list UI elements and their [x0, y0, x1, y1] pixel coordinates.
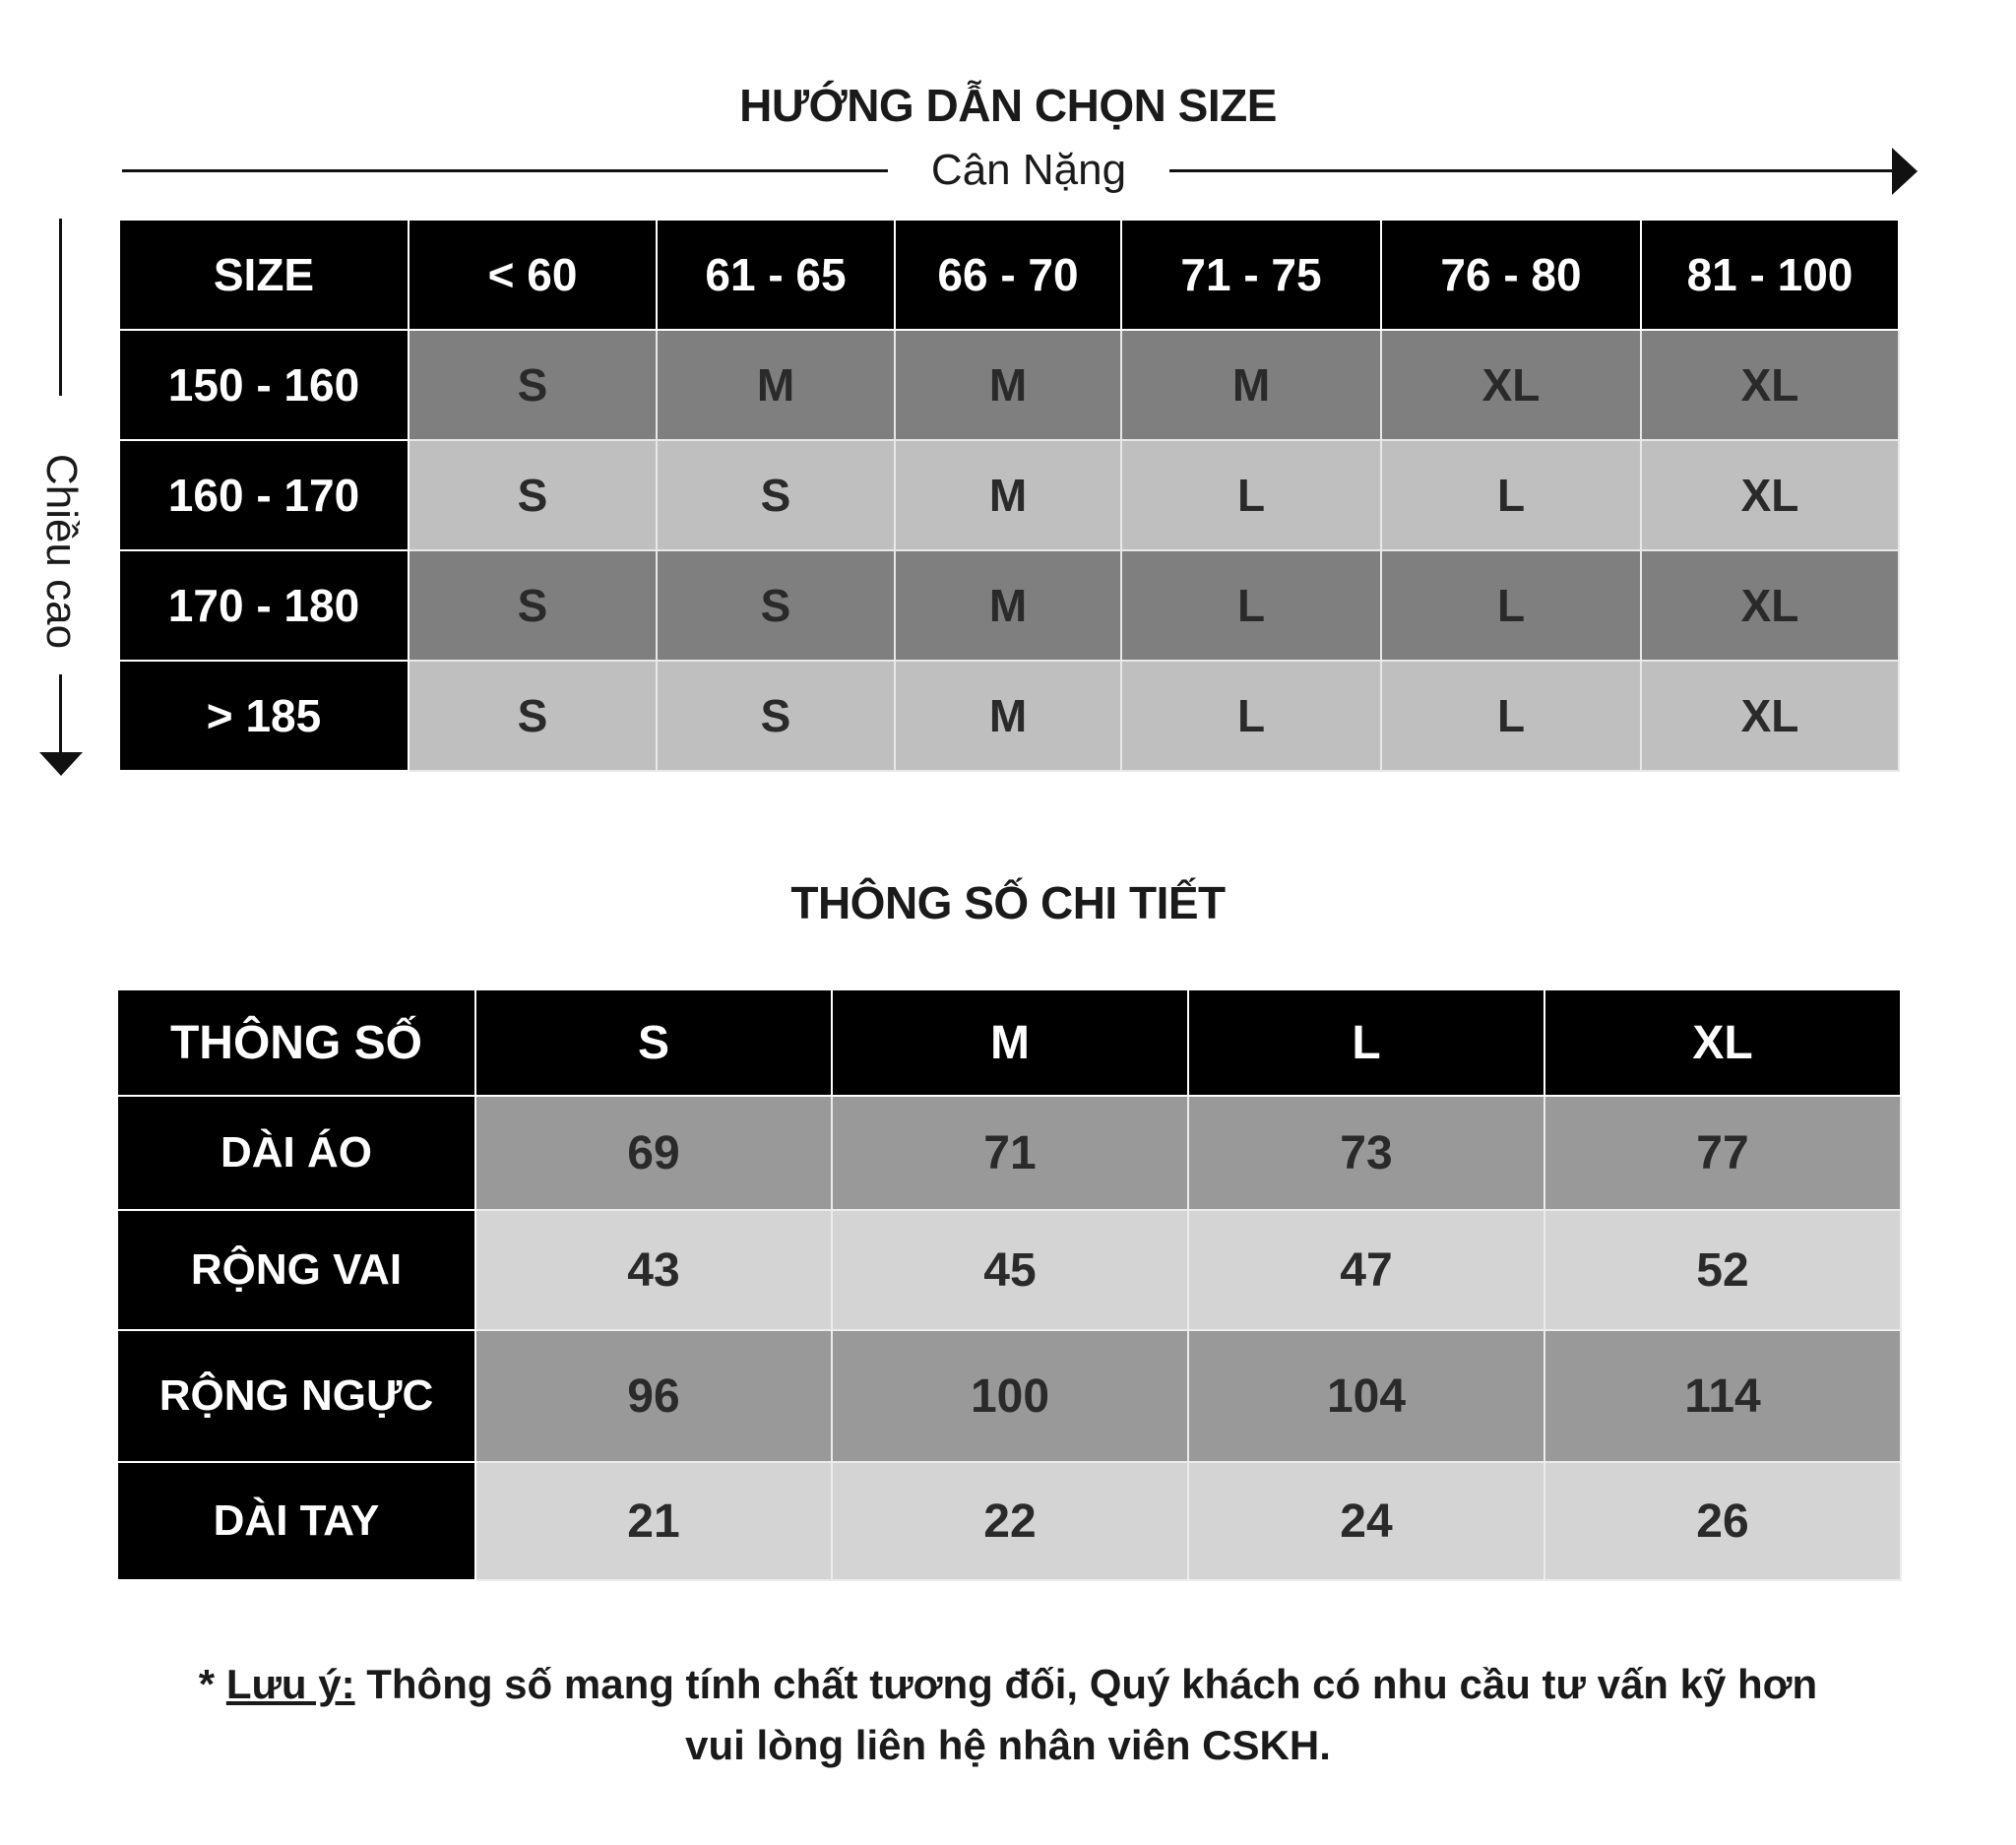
spec-title: THÔNG SỐ CHI TIẾT — [790, 877, 1226, 928]
size-corner-header: SIZE — [119, 220, 409, 330]
size-cell: M — [895, 330, 1121, 440]
size-cell: S — [409, 440, 657, 550]
weight-range-header: 76 - 80 — [1381, 220, 1641, 330]
size-cell: S — [409, 550, 657, 661]
size-cell: XL — [1641, 550, 1899, 661]
measurement-value: 24 — [1188, 1462, 1544, 1580]
table-row — [117, 1330, 1901, 1462]
note-line-1 — [0, 1654, 2016, 1715]
table-row — [119, 661, 1899, 771]
note-label: Lưu ý: — [225, 1661, 355, 1707]
size-cell: S — [409, 661, 657, 771]
measurement-value: 114 — [1544, 1330, 1901, 1462]
measurement-value: 52 — [1544, 1210, 1901, 1330]
measurement-label: RỘNG VAI — [117, 1210, 475, 1330]
table-row — [119, 440, 1899, 550]
table-row — [119, 550, 1899, 661]
height-range-label: > 185 — [119, 661, 409, 771]
table-row — [117, 1096, 1901, 1210]
size-guide-table — [118, 219, 1900, 772]
size-cell: M — [895, 440, 1121, 550]
size-cell: XL — [1381, 330, 1641, 440]
measurement-value: 47 — [1188, 1210, 1544, 1330]
size-column-header: L — [1188, 989, 1544, 1096]
height-axis-line — [59, 674, 62, 753]
size-column-header: S — [475, 989, 832, 1096]
weight-axis-label: Cân Nặng — [930, 146, 1127, 194]
measurement-value: 100 — [832, 1330, 1188, 1462]
size-cell: L — [1121, 661, 1381, 771]
spec-table — [116, 988, 1902, 1581]
measurement-label: DÀI ÁO — [117, 1096, 475, 1210]
spec-table-header — [117, 989, 1901, 1096]
measurement-value: 22 — [832, 1462, 1188, 1580]
weight-range-header: 61 - 65 — [657, 220, 895, 330]
size-cell: M — [895, 550, 1121, 661]
measurement-value: 43 — [475, 1210, 832, 1330]
size-cell: XL — [1641, 440, 1899, 550]
size-table-header — [119, 220, 1899, 330]
size-cell: L — [1381, 661, 1641, 771]
size-cell: S — [657, 440, 895, 550]
measurement-value: 96 — [475, 1330, 832, 1462]
note-line-2: vui lòng liên hệ nhân viên CSKH. — [685, 1722, 1331, 1768]
weight-range-header: < 60 — [409, 220, 657, 330]
weight-range-header: 71 - 75 — [1121, 220, 1381, 330]
size-cell: XL — [1641, 661, 1899, 771]
size-cell: M — [1121, 330, 1381, 440]
table-row — [119, 330, 1899, 440]
measurement-value: 21 — [475, 1462, 832, 1580]
height-range-label: 170 - 180 — [119, 550, 409, 661]
measurement-value: 69 — [475, 1096, 832, 1210]
measurement-value: 45 — [832, 1210, 1188, 1330]
weight-range-header: 81 - 100 — [1641, 220, 1899, 330]
spec-corner-header: THÔNG SỐ — [117, 989, 475, 1096]
size-cell: L — [1381, 440, 1641, 550]
size-column-header: XL — [1544, 989, 1901, 1096]
size-cell: L — [1381, 550, 1641, 661]
size-cell: M — [657, 330, 895, 440]
weight-range-header: 66 - 70 — [895, 220, 1121, 330]
measurement-value: 77 — [1544, 1096, 1901, 1210]
size-column-header: M — [832, 989, 1188, 1096]
size-cell: L — [1121, 440, 1381, 550]
table-row — [117, 1210, 1901, 1330]
measurement-value: 71 — [832, 1096, 1188, 1210]
size-cell: XL — [1641, 330, 1899, 440]
height-range-label: 160 - 170 — [119, 440, 409, 550]
size-cell: S — [409, 330, 657, 440]
height-range-label: 150 - 160 — [119, 330, 409, 440]
size-cell: M — [895, 661, 1121, 771]
size-cell: S — [657, 550, 895, 661]
height-axis-label: Chiều cao — [37, 453, 86, 650]
measurement-value: 26 — [1544, 1462, 1901, 1580]
weight-axis-line — [122, 169, 888, 172]
disclaimer-note — [0, 1654, 2016, 1776]
size-cell: S — [657, 661, 895, 771]
table-row — [117, 1462, 1901, 1580]
measurement-label: DÀI TAY — [117, 1462, 475, 1580]
weight-axis-line — [1169, 169, 1898, 172]
arrow-down-icon — [39, 752, 83, 776]
arrow-right-icon — [1892, 148, 1918, 195]
measurement-label: RỘNG NGỰC — [117, 1330, 475, 1462]
measurement-value: 73 — [1188, 1096, 1544, 1210]
size-cell: L — [1121, 550, 1381, 661]
height-axis-line — [59, 219, 62, 396]
page-title: HƯỚNG DẪN CHỌN SIZE — [739, 80, 1277, 131]
note-prefix: * — [198, 1661, 226, 1707]
note-text: Thông số mang tính chất tương đối, Quý khách có nhu cầu tư vấn kỹ hơn — [354, 1661, 1818, 1707]
measurement-value: 104 — [1188, 1330, 1544, 1462]
